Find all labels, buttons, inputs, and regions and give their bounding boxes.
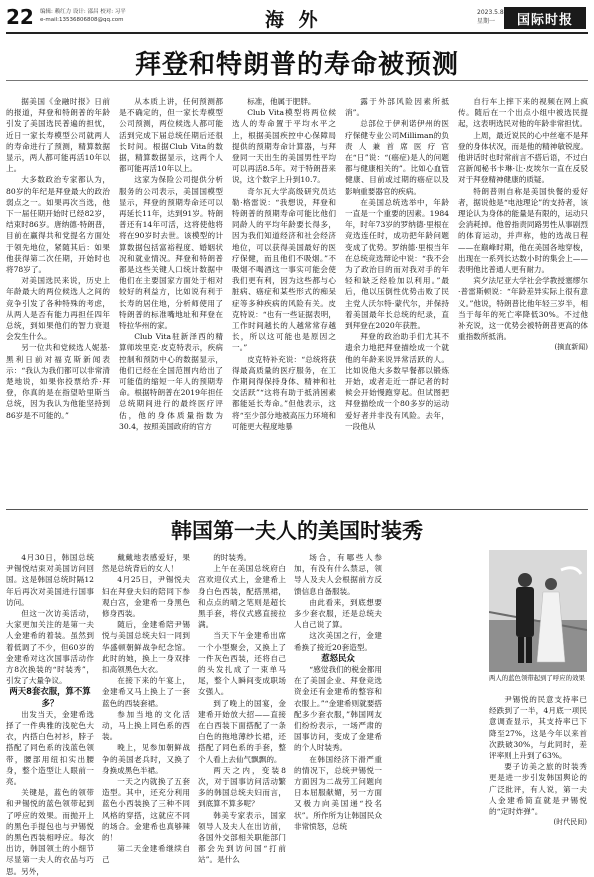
paragraph: 随后，金建希陪尹锡悦与美国总统夫妇一同到华盛顿朝鲜战争纪念馆。此时的她，换上一身双排扣高领黑色大衣。	[102, 620, 190, 675]
paragraph: 参加当地的文化活动，马上换上同色系的西装。	[102, 709, 190, 742]
story2-column	[198, 552, 286, 866]
paragraph: 宾夕法尼亚大学社会学教授塞缪尔·普雷斯顿说：“年龄差异实际上很有意义。”他说，特朗普比他年轻三岁半，相当于每年的死亡率降低30%。不过他补充说，这一优势会被特朗普更高的体重指数所抵消。	[458, 276, 588, 342]
story2-column	[102, 552, 190, 866]
photo-caption: 两人的蓝色领带起到了呼应的效果	[489, 674, 585, 682]
paragraph: 从本质上讲，任何预测都是不确定的，但一家长寿模型公司预测，两位候选人都可能活到完成下届总统任期后还很长时间。根据Club Vita的数据，精算数据显示，这两个人都可能再活10年以上。	[119, 97, 223, 174]
story1-column	[232, 96, 336, 432]
paragraph: 尹锡悦的民意支持率已经跌到了一半，4月底一项民意调查显示，其支持率已下降至27%，这是今年以来首次跌破30%，与此同时，差评率则上升到了63%。	[489, 695, 587, 761]
story1-headline: 拜登和特朗普的寿命被预测	[134, 50, 459, 80]
subheading: 惹怒民众	[321, 652, 355, 663]
paragraph: 对美国选民来说，历史上年龄最大的两位候选人之间的竞争引发了各种特殊的考虑，从两人是否有能力再担任四年总统，到如果他们的智力衰退会发生什么。	[6, 276, 110, 342]
paragraph: 大多数政治专家都认为，80岁的年纪是拜登最大的政治弱点之一。如果再次当选，他下一届任期开始时已经82岁，结束时86岁。唐纳德·特朗普，目前在赢得共和党提名方面处于领先地位，紧随其后：如果他获得第二次任期，开始时也将78岁了。	[6, 175, 110, 275]
paragraph: 露于外部风险因素所抵消”。	[345, 97, 449, 118]
paragraph: 标准，他属于肥胖。	[247, 97, 316, 106]
story2-column	[294, 552, 382, 832]
editor-line: 编辑: 赖红力 设计: 邵昌 校对: 习平	[40, 9, 126, 15]
story2-column	[6, 552, 94, 877]
paragraph: 在韩国经济下滑严重的情况下，总统尹锡悦一方面因为二战劳工问题向日本屈服献媚，另一方面又极力向美国递“投名状”。所作所为让韩国民众非常愤怒，总统	[294, 754, 382, 831]
paragraph: 在美国总统选举中，年龄一直是一个重要的因素。1984年，时年73岁的罗纳德·里根在竞选连任时，成功把年龄问题变成了优势。罗纳德·里根当年在总统竞选辩论中说：“我不会为了政治目的而对我对手的年轻和缺乏经验加以利用。”最后，他以压倒性优势击败了民主党人沃尔特·蒙代尔，并保持着美国最年长总统的纪录，直到拜登在2020年获胜。	[345, 197, 449, 331]
couple-photo-illustration	[489, 550, 587, 672]
page-header	[0, 0, 594, 42]
story1-source: (摘直新闻)	[554, 343, 588, 352]
editor-credits	[40, 8, 126, 24]
story1-column	[458, 96, 588, 354]
story1-column	[345, 96, 449, 432]
paragraph: Club Vita驻新泽西的精算师埃里克·皮克特表示，疾病控制和预防中心的数据显示，他们已经在全国范围内给出了可能值的缩短一年人的预期寿命。根据特朗普在2019年担任总统期间进行的最终医疗评估，他的身体质量指数为30.4，按照美国政府的官方	[119, 332, 223, 431]
paragraph: 上周，最近说民的心中丝毫不是拜登的身体状况，而是他的精神敏锐度。他讲话时也时常前言不搭后语，不过白宫新闻秘书卡琳·让·皮埃尔一直在反驳对于拜登精神健康的质疑。	[458, 130, 588, 185]
paragraph: 皮克特补充说：“总统将获得最高质量的医疗服务，在工作期间得保持身体、精神和社交活跃”“这将有助于抵消困素都能延长寿命。”但他表示，这将“至少部分地被高压力环境和可能更大程度地暴	[232, 354, 336, 431]
story1-body	[6, 96, 588, 506]
paragraph: 4月25日，尹锡悦夫妇在拜登夫妇的陪同下参观白宫，金建希一身黑色修身西装。	[102, 575, 190, 619]
date-text: 2023.5.8	[477, 9, 504, 16]
paragraph: Club Vita模型将两位候选人的寿命置于平均水平之上，根据美国疾控中心保障局提供的预期寿命计算器，与拜登同一天出生的美国男性平均可以再活8.5年。对于特朗普来说，这个数字上升到10.7。	[232, 108, 336, 185]
story2-source: (时代民间)	[553, 818, 587, 827]
paragraph: 由此看来，到底想要多少套衣服，还是总统夫人自己说了算。	[294, 597, 382, 630]
story1-column	[6, 96, 110, 421]
paragraph: 奇尔瓦大学高级研究员达勒·格雷说：“我想说，拜登和特朗普的预期寿命可能比他们同龄人的平均年龄要长得多，因为我们知道经济和社会经济地位，可以获得美国最好的医疗保健，而且他们不吸烟。”不吸烟不喝酒这一事实可能会使我们更有利，因为这些都与心脏病、癌症和某些形式的痴呆症等多种疾病的风险有关。皮克特说：“也有一些证据表明，工作时间越长的人越常常存越长，所以这可能也是原因之一。”	[232, 186, 336, 353]
subheading: 两天8套衣服，算不算多？	[9, 686, 91, 708]
issue-date	[477, 8, 504, 26]
paragraph: 韩美专家表示，国家领导人及夫人在出访前，各国外交部相关职能部门都会先到访问国“打前站”。是什么	[198, 810, 286, 865]
story2-last-column	[489, 694, 587, 828]
paragraph: 特朗普则自称是美国快餐的爱好者，据说他是“电池理论”的支持者，该理论认为身体的能量是有限的，运动只会消耗掉。他曾指责同路男性从事剧烈的体育运动，并声称，他的选战日程——在巅峰时期，他在美国各地穿梭，出现在一系列长达数小时的集会上——表明他比普通人更有耐力。	[458, 186, 588, 275]
story1-column	[119, 96, 223, 432]
paragraph: 这家为保险公司提供分析服务的公司表示，美国国模型显示，拜登的预期寿命还可以再延长11年，达到91岁。特朗普还有14年可活，这将使他将将在90岁时去世。该模型的计算数据包括富裕程度、婚姻状况和就业情况。拜登和特朗普都是这些关键人口统计数据中他们在主要国家方面处于相对较好的利益方，比如说有利于长寿的居住地，分析师使用了特朗普的标准嘴地址和拜登在特拉华州的家。	[119, 175, 223, 331]
paragraph: 到了晚上的国宴，金建希开始放大招——直接在白西装下面搭配了一条白色的拖地薄纱长裙，还搭配了同色系的手套，整个人看上去仙气飘飘的。	[198, 698, 286, 764]
paragraph: 两天之内，变装8次，对于国事访问活动繁多的韩国总统夫妇而言，到底算不算多呢？	[198, 765, 286, 809]
page-number: 22	[6, 5, 34, 29]
paragraph: 晚上，见参加朝鲜战争的美国老兵时，又换了身换成黑色半裙。	[102, 743, 190, 775]
paragraph: 总部位于伊利诺伊州的医疗保健专业公司Milliman的负责人兼首席医疗官在“日”说：“(癌症)是人的问题都与健康相关的”。比如心血管健康、目前或过期的癌症以及影响重要器官的疾病。	[345, 119, 449, 196]
paragraph: 戴戴地表感爱好，果然是总统背后的女人！	[102, 553, 190, 574]
paragraph: “感觉我们的税金都用在了美国企业、拜登竞选资金还有金建希的整容和衣服上。”“金建希则就要搭配多少套衣服，”韩国网友们纷纷表示，一场严肃的国事访问，变成了金建希的个人时装秀。	[294, 665, 382, 753]
editor-email: e-mail:13536806808@qq.com	[40, 17, 124, 23]
paragraph: 当天下午金建希出席一个小型聚会，又换上了一件灰色西装，还将自己的头发扎成了一束单马尾，整个人瞬间变成职场女强人。	[198, 631, 286, 697]
story2-headline: 韩国第一夫人的美国时装秀	[171, 519, 423, 543]
paragraph: 第二天金建希继续自己	[102, 844, 190, 865]
paragraph: 上午在美国总统府白宫欢迎仪式上，金建希上身白色西装，配搭黑裙，和点点的晴之笔则是超长黑手套，将仪式感直接拉满。	[198, 564, 286, 630]
weekday-text: 星期一	[477, 18, 496, 25]
paragraph: 出发当天，金建希选择了一件典雅的浅驼色大衣，内搭白色衬衫，脖子搭配了同色系的浅蓝色领带，腰部用纽扣实出腰身，整个造型让人眼前一亮。	[6, 709, 94, 787]
paragraph: 在接下来的午宴上，金建希又马上换上了一套蓝色的西装套裙。	[102, 676, 190, 708]
paragraph: 这次美国之行，金建希换了接近20套造型。	[294, 631, 382, 652]
paragraph: 的时装秀。	[213, 553, 252, 562]
paragraph: 场合，有哪些人参加，有没有什么禁忌，领导人及夫人会根据前方反馈信息自备服装。	[294, 553, 382, 596]
paragraph: 另一位共和党候选人妮基·黑利日前对福克斯新闻表示：“我认为我们都可以非常清楚地说，如果你投票给乔·拜登，你真的是在指望哈里斯当总统，因为我认为他能坚持到86岁是不可能的。”	[6, 343, 110, 420]
news-photo	[489, 550, 587, 672]
story-divider	[6, 509, 588, 510]
section-title: 海 外	[265, 9, 322, 31]
paragraph: 据美国《金融时报》日前的报道，拜登和特朗普的年龄引发了美国选民普遍的担忧，近日一家长寿模型公司就两人的寿命进行了预测，精算数据显示，两人都可能再活10年以上。	[6, 97, 110, 174]
paragraph: 拜登的政治助手们尤其不遗余力地把拜登描绘成一个就他的年龄来说异常活跃的人。比如说他大多数早餐都以锻炼开始，或者走近一群记者的时候会开始慢跑穿起。但试图把拜登描绘成一个80多岁的运动爱好者并非没有风险。去年，一段他从	[345, 332, 449, 431]
newspaper-logo: 国际时报	[504, 7, 586, 29]
paragraph: 自行车上摔下来的视频在网上疯传。随后在一个出点小组中被选民提起，这表明选民对他的年龄非常担忧。	[458, 97, 588, 129]
paragraph: 要子访美之旅的时装秀更是进一步引发韩国舆论的广泛批评，有人说，第一夫人金建希简直就是尹锡悦的“定时炸弹”。	[489, 762, 587, 817]
header-rule	[6, 32, 588, 34]
paragraph: 4月30日，韩国总统尹锡悦结束对美国访问回国。这是韩国总统时隔12年后再次对美国进行国事访问。	[6, 553, 94, 607]
paragraph: 关键是，蓝色的领带和尹锡悦的蓝色领带起到了呼应的效果。而抛开上的黑色手提包也与尹锡悦的黑色西装相呼应。每次出访，韩国领土的小细节尽显第一夫人的衣品与巧思。另外，	[6, 788, 94, 876]
headline-rule	[6, 80, 588, 81]
paragraph: 但这一次访美活动，大家更加关注的是第一夫人金建希的着装。虽然到着低调了不少，但60岁的金建希对这次国事活动作方8次换装的“时装秀”，引发了大量争议。	[6, 609, 94, 686]
paragraph: 一天之内就换了五套造型。其中，还充分利用蓝色小西装换了三种不同风格的穿搭，这就应不同的场合。金建希也真够辣的！	[102, 777, 190, 843]
